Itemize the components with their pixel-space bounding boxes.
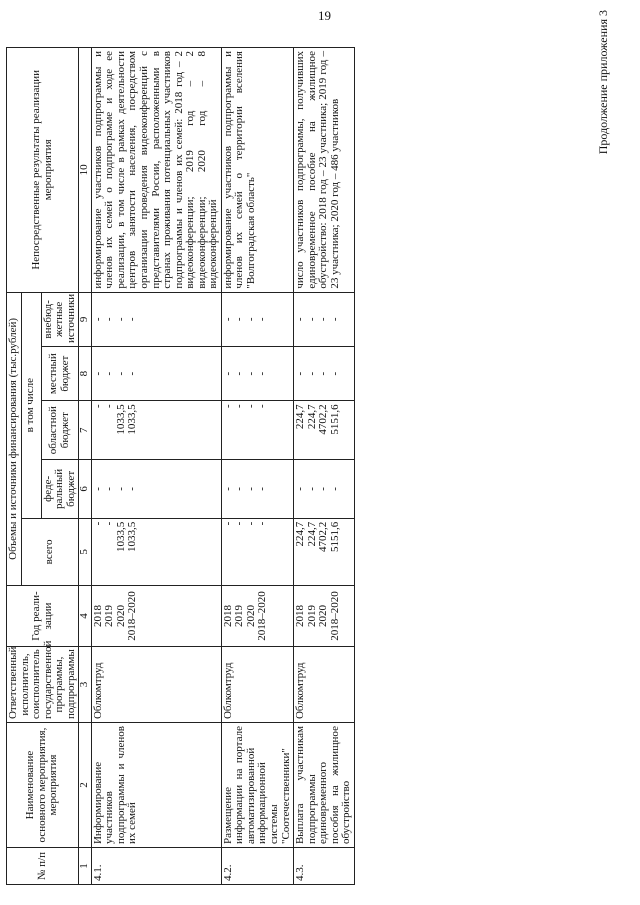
extrabudget-value: -	[256, 317, 269, 322]
page-number: 19	[318, 8, 331, 23]
header-extrabudget: внебюд- жетные источники	[41, 292, 79, 346]
years-value: 2018	[294, 605, 307, 628]
regional-value: 1033,5	[114, 404, 127, 435]
extrabudget-value: -	[294, 317, 307, 322]
extrabudget-value: -	[221, 317, 234, 322]
regional-value: 224,7	[305, 404, 318, 430]
local-value: -	[114, 371, 127, 376]
total-value: -	[256, 521, 269, 526]
activity-name: Выплата участникам подпрограммы единовременного пособия на жилищное обустройство	[294, 723, 355, 848]
federal	[91, 460, 221, 519]
extrabudget-value: -	[317, 317, 330, 322]
extrabudget-value: -	[328, 317, 341, 322]
regional-value: -	[103, 404, 116, 409]
result: число участников подпрограммы, получивших единовременное пособие на жилищное обустройство: 2018 год – 23 участника; 2019 год – 23 участника; 2020 год – 486 участников	[294, 48, 355, 293]
total-value: 224,7	[294, 521, 307, 547]
total-value: 1033,5	[114, 521, 127, 552]
header-responsible: Ответственный исполнитель, соисполнитель государственной программы, подпрограммы	[7, 646, 79, 722]
regional-value: -	[221, 404, 234, 409]
local-value: -	[103, 371, 116, 376]
regional-value: 5151,6	[328, 404, 341, 435]
federal-value: -	[328, 487, 341, 491]
years-value: 2019	[233, 605, 246, 628]
federal-value: -	[244, 487, 257, 491]
regional	[294, 401, 355, 460]
column-number: 10	[79, 48, 92, 293]
extrabudget-value: -	[233, 317, 246, 322]
local	[294, 347, 355, 401]
total-value: 224,7	[305, 521, 318, 547]
responsible: Облкомтруд	[294, 646, 355, 722]
column-number: 7	[79, 401, 92, 460]
total-value: 1033,5	[126, 521, 139, 552]
program-activities-table	[6, 47, 355, 885]
federal-value: -	[317, 487, 330, 491]
activity-name: Информирование участников подпрограммы и членов их семей	[91, 723, 221, 848]
federal-value: -	[126, 487, 139, 491]
extrabudget-value: -	[305, 317, 318, 322]
federal-value: -	[294, 487, 307, 491]
local	[91, 347, 221, 401]
regional-value: -	[256, 404, 269, 409]
header-regional: областной бюджет	[41, 401, 79, 460]
row-number: 4.1.	[91, 848, 221, 885]
federal	[221, 460, 293, 519]
total-value: -	[233, 521, 246, 526]
extrabudget	[91, 292, 221, 346]
federal	[294, 460, 355, 519]
local-value: -	[294, 371, 307, 376]
header-local: местный бюджет	[41, 347, 79, 401]
header-no: № п/п	[7, 848, 79, 885]
years	[221, 586, 293, 647]
header-including: в том числе	[21, 292, 41, 518]
regional-value: -	[244, 404, 257, 409]
table-row	[294, 48, 355, 885]
header-volumes: Объемы и источники финансирования (тыс.рублей)	[7, 292, 22, 585]
header-total: всего	[21, 518, 79, 585]
column-number: 6	[79, 460, 92, 519]
table-row	[221, 48, 293, 885]
row-number: 4.3.	[294, 848, 355, 885]
column-number: 2	[79, 723, 92, 848]
column-number: 4	[79, 586, 92, 647]
local-value: -	[305, 371, 318, 376]
extrabudget-value: -	[103, 317, 116, 322]
federal-value: -	[305, 487, 318, 491]
years-value: 2019	[103, 605, 116, 628]
local-value: -	[221, 371, 234, 376]
regional-value: 1033,5	[126, 404, 139, 435]
responsible: Облкомтруд	[91, 646, 221, 722]
local-value: -	[317, 371, 330, 376]
result: информирование участников подпрограммы и членов их семей о подпрограмме и ходе ее реализации, в том числе в рамках деятельности центров занятости населения, посредством организации проведения видеоконференций с представителями России, расположенными в странах проживания потенциальных участников подпрограммы и членов их семей: 2018 год – 2 видеоконференции; 2019 год – 2 видеоконференции; 2020 год – 8 видеоконференций	[91, 48, 221, 293]
regional-value: 224,7	[294, 404, 307, 430]
local	[221, 347, 293, 401]
regional-value: 4702,2	[317, 404, 330, 435]
federal-value: -	[256, 487, 269, 491]
total-value: 4702,2	[317, 521, 330, 552]
column-number: 3	[79, 646, 92, 722]
total	[91, 518, 221, 585]
header-year: Год реали- зации	[7, 586, 79, 647]
header-name: Наименование основного мероприятия, мероприятия	[7, 723, 79, 848]
total	[221, 518, 293, 585]
years-value: 2018–2020	[256, 591, 269, 641]
federal-value: -	[114, 487, 127, 491]
total-value: -	[103, 521, 116, 526]
local-value: -	[244, 371, 257, 376]
column-number: 5	[79, 518, 92, 585]
local-value: -	[256, 371, 269, 376]
years	[91, 586, 221, 647]
total-value: -	[91, 521, 104, 526]
years-value: 2018–2020	[328, 591, 341, 641]
row-number: 4.2.	[221, 848, 293, 885]
appendix-note: Продолжение приложения 3	[596, 10, 610, 155]
federal-value: -	[103, 487, 116, 491]
years-value: 2020	[317, 605, 330, 628]
total-value: 5151,6	[328, 521, 341, 552]
header-federal: феде- ральный бюджет	[41, 460, 79, 519]
years-value: 2019	[305, 605, 318, 628]
column-number: 1	[79, 848, 92, 885]
years-value: 2018	[91, 605, 104, 628]
local-value: -	[91, 371, 104, 376]
header-result: Непосредственные результаты реализации мероприятия	[7, 48, 79, 293]
extrabudget-value: -	[114, 317, 127, 322]
extrabudget	[294, 292, 355, 346]
regional-value: -	[91, 404, 104, 409]
years-value: 2020	[114, 605, 127, 628]
federal-value: -	[91, 487, 104, 491]
column-number-row	[79, 48, 92, 885]
total-value: -	[244, 521, 257, 526]
extrabudget	[221, 292, 293, 346]
regional-value: -	[233, 404, 246, 409]
federal-value: -	[233, 487, 246, 491]
column-number: 9	[79, 292, 92, 346]
table-row	[91, 48, 221, 885]
column-number: 8	[79, 347, 92, 401]
regional	[221, 401, 293, 460]
extrabudget-value: -	[126, 317, 139, 322]
extrabudget-value: -	[244, 317, 257, 322]
federal-value: -	[221, 487, 234, 491]
extrabudget-value: -	[91, 317, 104, 322]
years-value: 2020	[244, 605, 257, 628]
regional	[91, 401, 221, 460]
local-value: -	[233, 371, 246, 376]
table-body	[91, 48, 354, 885]
years-value: 2018–2020	[126, 591, 139, 641]
years	[294, 586, 355, 647]
local-value: -	[126, 371, 139, 376]
activity-name: Размещение информации на портале автоматизированной информационной системы "Соотечественники"	[221, 723, 293, 848]
responsible: Облкомтруд	[221, 646, 293, 722]
years-value: 2018	[221, 605, 234, 628]
total-value: -	[221, 521, 234, 526]
result: информирование участников подпрограммы и членов их семей о территории вселения "Волгоградская область"	[221, 48, 293, 293]
local-value: -	[328, 371, 341, 376]
total	[294, 518, 355, 585]
